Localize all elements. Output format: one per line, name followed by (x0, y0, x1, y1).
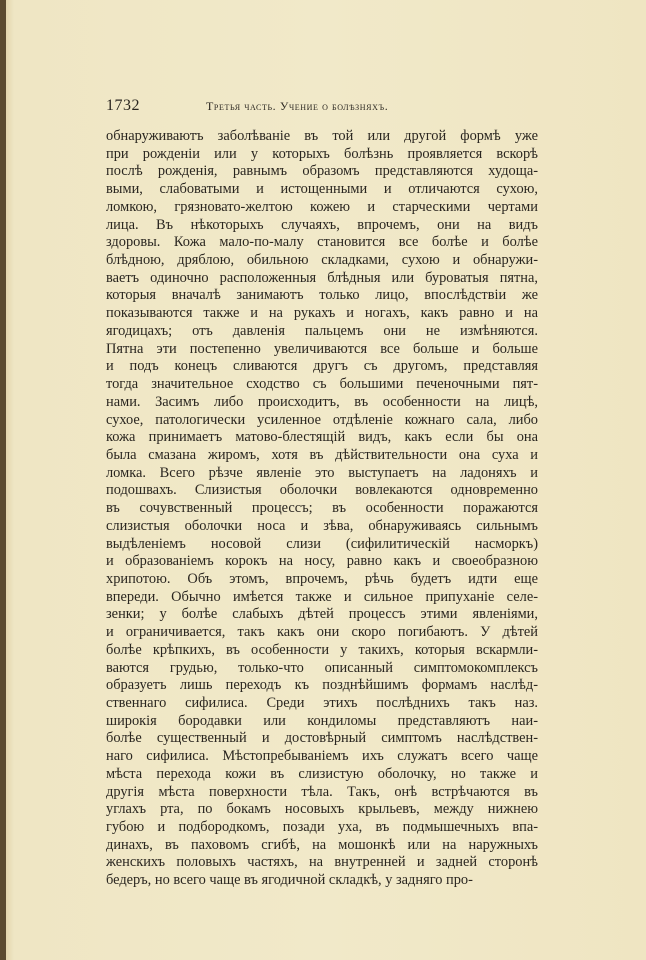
text-line: ственнаго сифилиса. Среди этихъ послѣднихъ такъ наз. (106, 695, 538, 711)
text-line: хрипотою. Объ этомъ, впрочемъ, рѣчь будетъ идти еще (106, 570, 538, 587)
text-line: которыя вначалѣ занимаютъ только лицо, впослѣдствіи же (106, 287, 538, 304)
text-line: ваются грудью, только-что описанный симптомокомплексъ (106, 659, 538, 676)
text-line: и подъ конецъ сливаются другъ съ другомъ, представляя (106, 358, 538, 375)
text-line: ломкою, грязновато-желтою кожею и старческими чертами (106, 198, 538, 215)
text-line: другія мѣста поверхности тѣла. Такъ, онѣ встрѣчаются въ (106, 783, 538, 800)
text-line: лица. Въ нѣкоторыхъ случаяхъ, впрочемъ, они на видъ (106, 216, 538, 233)
text-line: слизистыя оболочки носа и зѣва, обнаруживаясь сильнымъ (106, 517, 538, 534)
text-line: выми, слабоватыми и истощенными и отличаются сухою, (106, 181, 538, 198)
running-head: Третья часть. Учение о болѣзняхъ. (206, 99, 389, 113)
text-line: женскихъ половыхъ частяхъ, на внутренней и задней сторонѣ (106, 854, 538, 871)
text-line: динахъ, въ паховомъ сгибѣ, на мошонкѣ или на наружныхъ (106, 836, 538, 853)
text-line: губою и подбородкомъ, позади уха, въ подмышечныхъ впа- (106, 819, 538, 836)
text-line: и ограничивается, такъ какъ они скоро погибаютъ. У дѣтей (106, 624, 538, 641)
text-line: была смазана жиромъ, хотя въ дѣйствительности она суха и (106, 446, 538, 463)
text-line: мѣста перехода кожи въ слизистую оболочку, но также и (106, 765, 538, 782)
text-line: кожа принимаетъ матово-блестящій видъ, какъ если бы она (106, 429, 538, 446)
page-number: 1732 (106, 97, 140, 114)
body-text (106, 128, 538, 890)
text-line: блѣдною, дряблою, обильною складками, сухою и обнаружи- (106, 252, 538, 269)
text-line: широкія бородавки или кондиломы представляютъ наи- (106, 712, 538, 729)
text-line: при рожденіи или у которыхъ болѣзнь проявляется вскорѣ (106, 145, 538, 162)
page-header (106, 97, 538, 119)
text-line: нами. Засимъ либо происходитъ, въ особенности на лицѣ, (106, 393, 538, 410)
text-line: здоровы. Кожа мало-по-малу становится все болѣе и болѣе (106, 234, 538, 251)
text-line: тогда значительное сходство съ большими печеночными пят- (106, 376, 538, 393)
text-line: Пятна эти постепенно увеличиваются все больше и больше (106, 340, 538, 357)
text-line: обнаруживаютъ заболѣваніе въ той или другой формѣ уже (106, 128, 538, 144)
text-line: наго сифилиса. Мѣстопребываніемъ ихъ служатъ всего чаще (106, 748, 538, 765)
text-line: ваетъ одиночно расположенныя блѣдныя или буроватыя пятна, (106, 269, 538, 286)
text-line: въ сочувственный процессъ; въ особенности поражаются (106, 500, 538, 517)
text-line: подошвахъ. Слизистыя оболочки вовлекаются одновременно (106, 482, 538, 499)
text-line: бедеръ, но всего чаще въ ягодичной складкѣ, у задняго про- (106, 872, 473, 889)
text-line: болѣе крѣпкихъ, въ особенности у такихъ, которыя вскармли- (106, 641, 538, 658)
text-line: ломка. Всего рѣзче явленіе это выступаетъ на ладоняхъ и (106, 464, 538, 481)
text-line: выдѣленіемъ носовой слизи (сифилитическій насморкъ) (106, 535, 538, 552)
text-line: показываются также и на рукахъ и ногахъ, какъ равно и на (106, 305, 538, 322)
text-line: и образованіемъ корокъ на носу, равно какъ и своеобразною (106, 553, 538, 570)
page-binding-edge (0, 0, 6, 960)
text-line: углахъ рта, по бокамъ носовыхъ крыльевъ, между нижнею (106, 801, 538, 818)
text-line: болѣе существенный и достовѣрный симптомъ наслѣдствен- (106, 730, 538, 747)
text-line: зенки; у болѣе слабыхъ дѣтей процессъ этими явленіями, (106, 606, 538, 623)
text-line: послѣ рожденія, равнымъ образомъ представляются худоща- (106, 163, 538, 180)
text-line: сухое, патологически усиленное отдѣленіе кожнаго сала, либо (106, 411, 538, 428)
text-line: образуетъ лишь переходъ къ позднѣйшимъ формамъ наслѣд- (106, 677, 538, 694)
text-line: впереди. Обычно имѣется также и сильное припуханіе селе- (106, 588, 538, 605)
text-line: ягодицахъ; отъ давленія пальцемъ они не измѣняются. (106, 322, 538, 339)
